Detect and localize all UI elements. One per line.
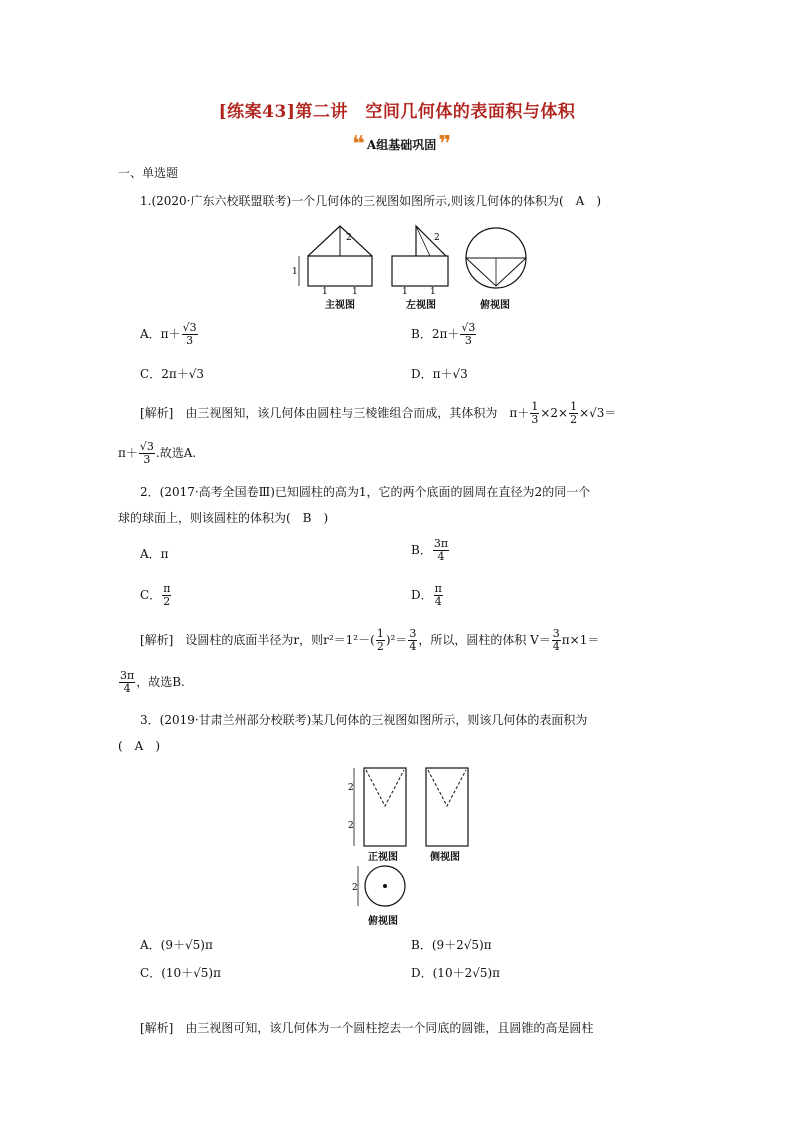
q2-option-b[interactable]: B． $\frac{3\pi}{4}$ — [411, 537, 449, 563]
q3-stem-line1: 3．(2019·甘肃兰州部分校联考)某几何体的三视图如图所示，则该几何体的表面积为 — [140, 713, 588, 727]
q2-solution-line2: $\frac{3\pi}{4}$ ，故选B. — [120, 669, 185, 695]
q1-option-c[interactable]: C．2π＋√3 — [140, 367, 204, 381]
q1-side-dim-2: 2 — [434, 233, 440, 243]
part-heading: 一、单选题 — [118, 166, 179, 180]
q1-side-view — [386, 222, 466, 297]
q3-option-a[interactable]: A．(9＋√5)π — [140, 938, 213, 952]
open-quote-icon: ❝ — [352, 131, 365, 157]
close-quote-icon: ❞ — [438, 131, 452, 157]
q3-top-dim: 2 — [352, 883, 358, 893]
q3-solution-line1: [解析] 由三视图可知，该几何体为一个圆柱挖去一个同底的圆锥，且圆锥的高是圆柱 — [140, 1021, 594, 1035]
q3-option-b[interactable]: B．(9＋2√5)π — [411, 938, 492, 952]
q1-fig-label-side: 左视图 — [406, 300, 436, 311]
q1-stem: 1.(2020·广东六校联盟联考)一个几何体的三视图如图所示,则该几何体的体积为( A ) — [140, 194, 602, 208]
q2-stem-line1: 2．(2017·高考全国卷Ⅲ)已知圆柱的高为1，它的两个底面的圆周在直径为2的同一个 — [140, 485, 591, 499]
q1-solution-line1: [解析] 由三视图知，该几何体由圆柱与三棱锥组合而成，其体积为 π＋ $\frac{1}{3}$ ×2× $\frac{1}{2}$ ×√3＝ — [140, 400, 617, 426]
q3-side-view — [424, 766, 470, 848]
q2-option-d[interactable]: D． $\frac{\pi}{4}$ — [411, 582, 442, 608]
q1-solution-line2: π＋ $\frac{√3}{3}$ .故选A. — [118, 440, 197, 466]
q3-fig-label-side: 侧视图 — [430, 852, 460, 863]
q3-option-d[interactable]: D．(10＋2√5)π — [411, 966, 501, 980]
section-heading — [352, 131, 452, 157]
q2-option-a[interactable]: A．π — [140, 547, 169, 561]
q1-front-dim-2: 2 — [346, 233, 352, 243]
q3-fig-label-front: 正视图 — [368, 852, 398, 863]
q3-front-dim-top: 2 — [348, 783, 354, 793]
q1-fig-label-front: 主视图 — [325, 300, 355, 311]
q1-front-dim-1: 1 — [292, 267, 298, 277]
q1-option-a[interactable]: A．π＋ $\frac{√3}{3}$ — [140, 321, 197, 347]
q1-front-view — [292, 222, 386, 297]
q1-fig-label-top: 俯视图 — [480, 300, 510, 311]
q2-solution-line1: [解析] 设圆柱的底面半径为r，则r²＝1²－( $\frac{1}{2}$ )²＝ $\frac{3}{4}$ ，所以，圆柱的体积 V＝ $\frac{3}{4}$ π×1＝ — [140, 627, 600, 653]
q1-side-dim-b: 1 — [430, 287, 436, 297]
q1-option-d[interactable]: D．π＋√3 — [411, 367, 468, 381]
q1-front-dim-bottom-a: 1 — [322, 287, 328, 297]
q3-front-view — [350, 766, 410, 848]
q1-option-b[interactable]: B．2π＋ $\frac{√3}{3}$ — [411, 321, 476, 347]
q3-top-view — [352, 864, 412, 910]
q2-option-c[interactable]: C． $\frac{\pi}{2}$ — [140, 582, 171, 608]
q2-stem-line2: 球的球面上，则该圆柱的体积为( B ) — [118, 511, 329, 525]
page-title: [练案43]第二讲 空间几何体的表面积与体积 — [218, 102, 576, 122]
q1-top-view — [462, 224, 532, 294]
section-label: A组基础巩固 — [366, 138, 437, 152]
q3-stem-line2: ( A ) — [118, 739, 161, 753]
q3-option-c[interactable]: C．(10＋√5)π — [140, 966, 221, 980]
q1-front-dim-bottom-b: 1 — [352, 287, 358, 297]
q3-front-dim-bottom: 2 — [348, 821, 354, 831]
q1-side-dim-a: 1 — [402, 287, 408, 297]
q3-fig-label-top: 俯视图 — [368, 916, 398, 927]
